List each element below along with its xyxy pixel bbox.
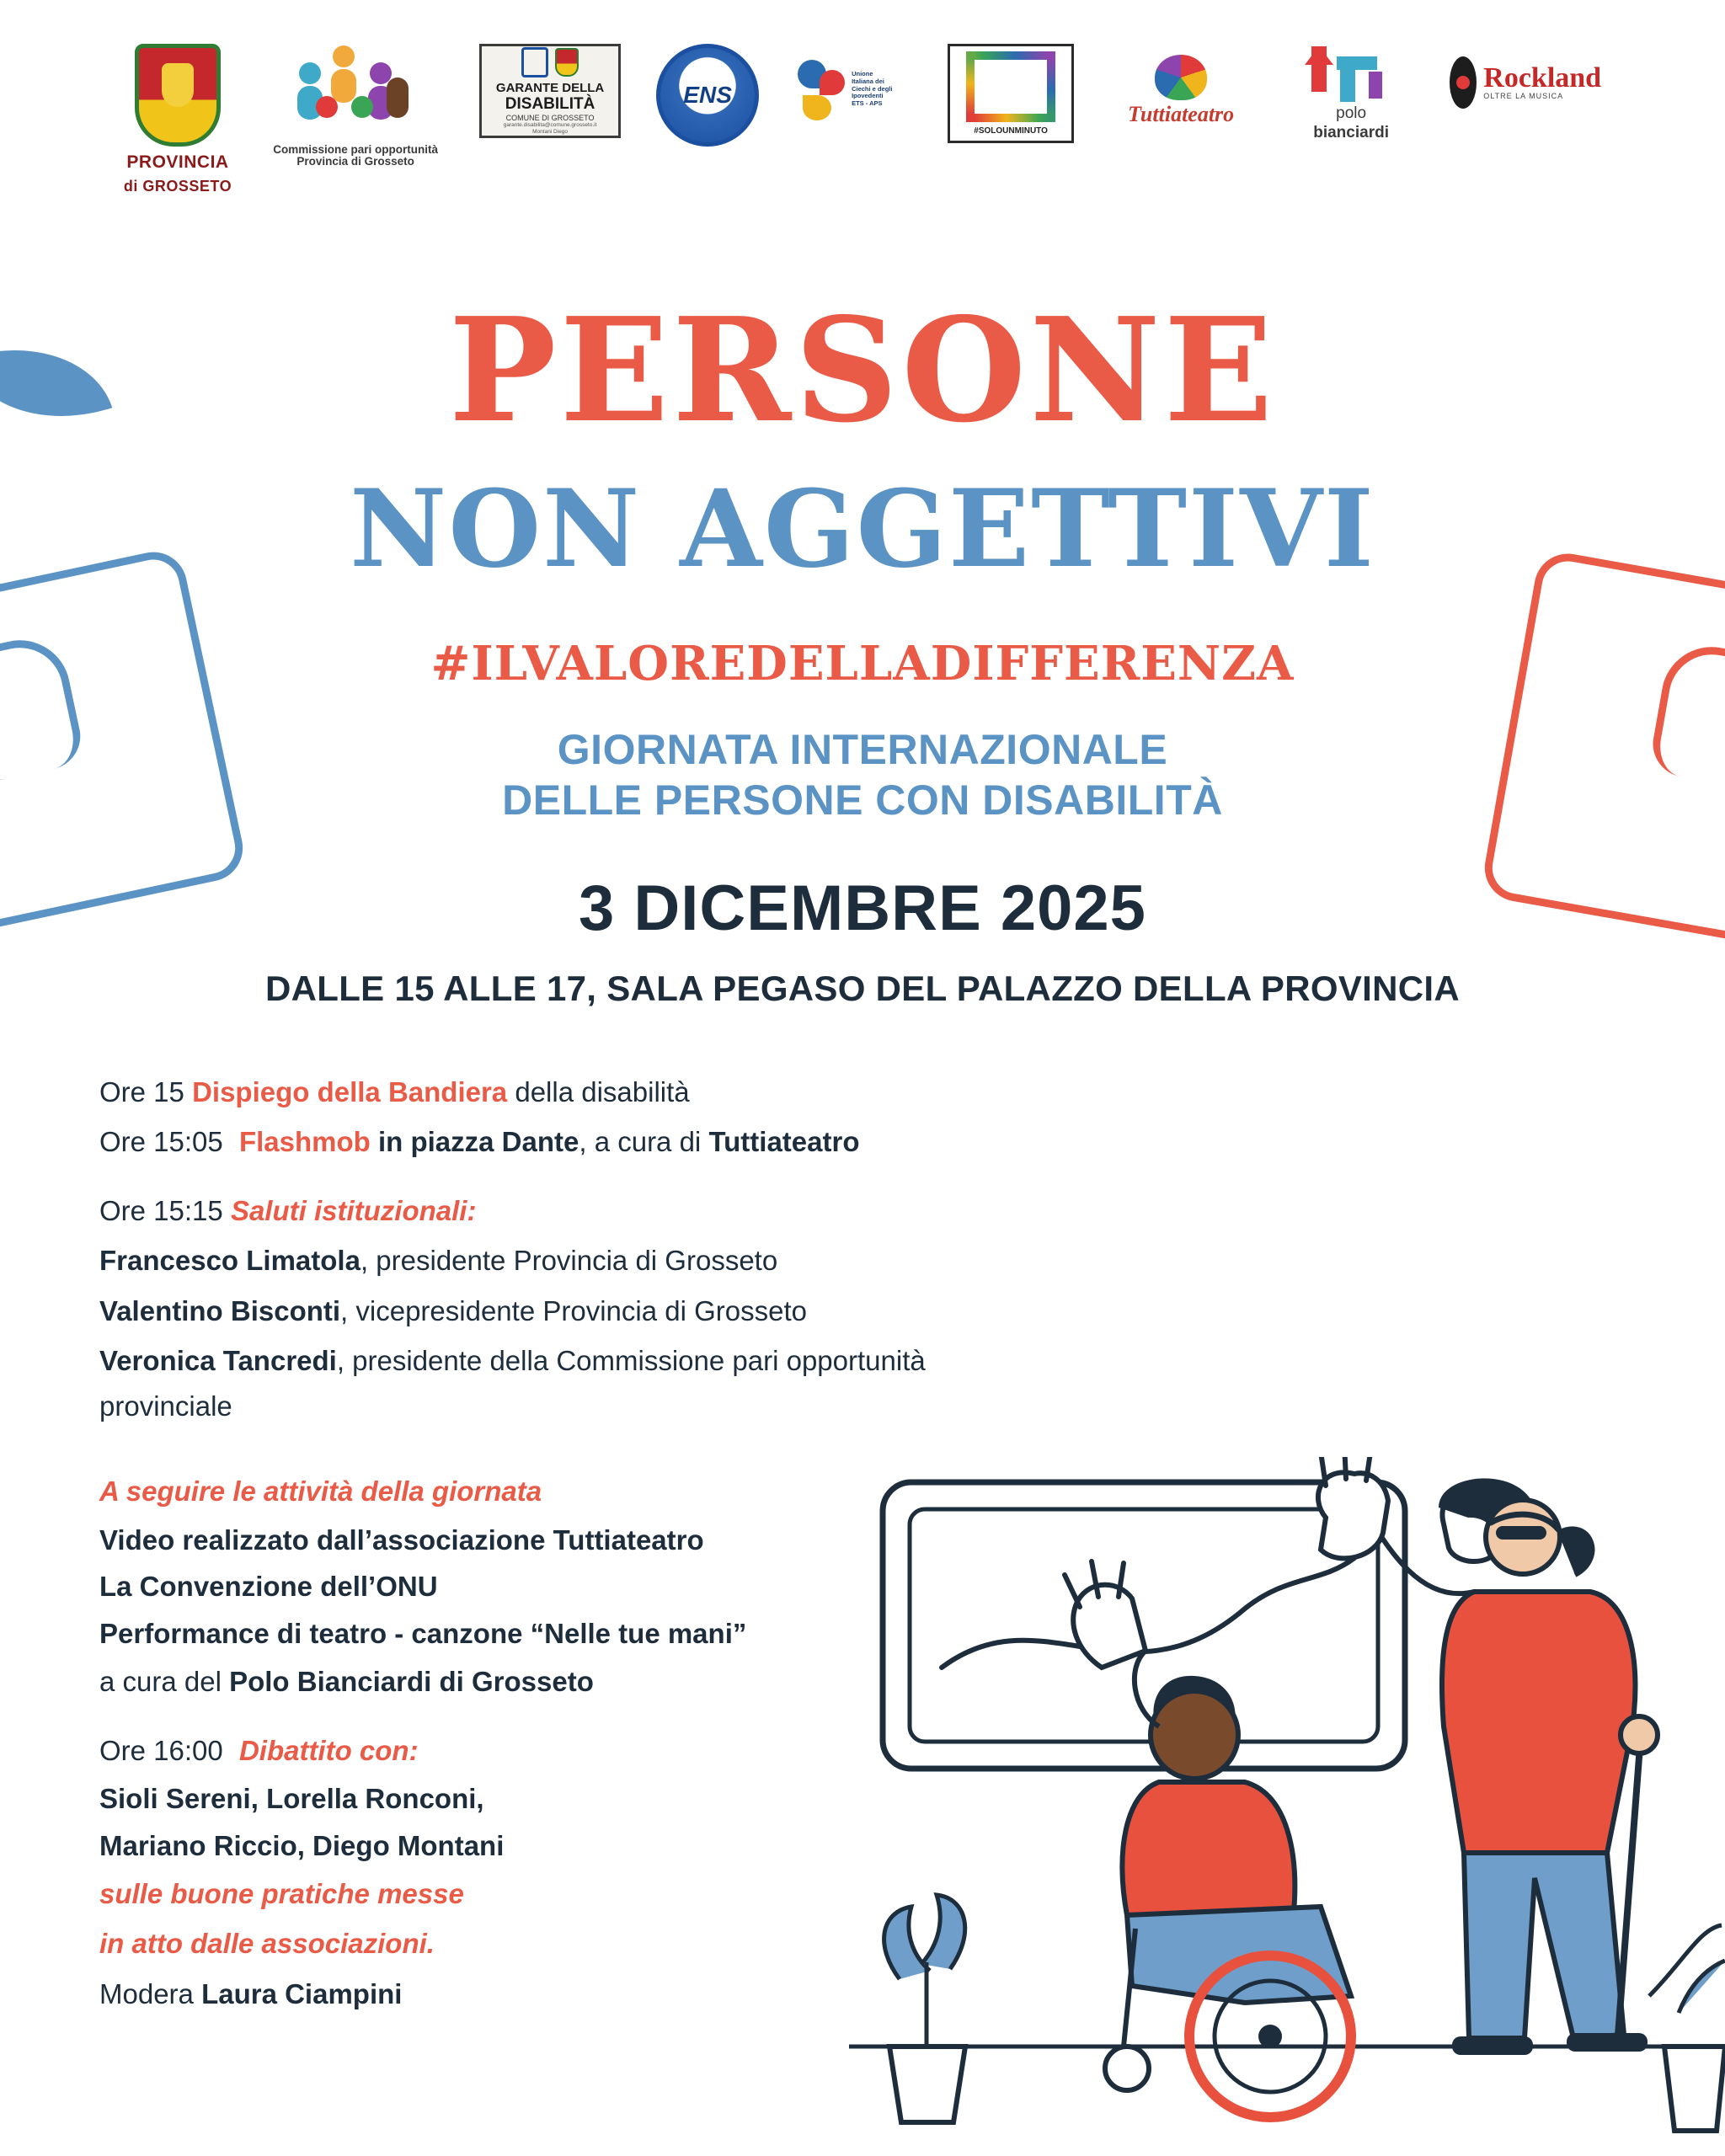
hashtag: #ILVALOREDELLADIFFERENZA [430,636,1295,691]
programme-item-3 [99,1188,959,1233]
programme-item-2-time: Ore 15:05 [99,1126,223,1158]
programme-item-4-highlight: Dibattito con: [238,1734,419,1766]
programme-item-1-highlight: Dispiego della Bandiera [192,1076,508,1107]
logo-garante-line4: garante.disabilita@comune.grosseto.it [503,122,597,129]
logo-uici-line3: Ciechi e degli [852,84,893,93]
logo-commissione-caption: Commissione pari opportunità Provincia di Grosseto [273,143,438,168]
speaker-3-name: Veronica Tancredi [99,1345,337,1377]
logo-solounminuto-caption: #SOLOUNMINUTO [974,126,1048,136]
panel-line-1: Sioli Sereni, Lorella Ronconi, [99,1783,484,1815]
activity-4 [99,1659,959,1704]
activity-1: Video realizzato dall’associazione Tuttiateatro [99,1524,704,1556]
logo-ens [656,44,759,147]
programme-item-3-time: Ore 15:15 [99,1194,223,1226]
programme-item-2 [99,1119,959,1164]
activity-4-pre: a cura del [99,1666,230,1698]
wheelchair-icon [521,47,548,77]
programme-item-2-highlight: Flashmob [238,1126,371,1158]
logo-garante-line5: Montani Diego [532,128,569,135]
moderator-pre: Modera [99,1977,202,2009]
page-title: PERSONE [448,286,1277,455]
speaker-1-role: , presidente Provincia di Grosseto [360,1245,778,1277]
logo-uici-caption [852,71,892,107]
logo-garante-line2: DISABILITÀ [505,95,595,114]
logo-garante-line1: GARANTE DELLA [495,80,605,95]
logo-garante-line3: COMUNE DI GROSSETO [505,113,595,122]
logo-tuttiateatro-text: Tuttiateatro [1128,102,1235,126]
comune-crest-icon [555,48,579,77]
speaker-2-role: , vicepresidente Provincia di Grosseto [340,1294,807,1326]
moderator [99,1972,959,2016]
logo-provincia-line1: PROVINCIA [126,152,229,172]
event-occasion-line1: GIORNATA INTERNAZIONALE [557,726,1168,773]
logo-uici-line2: Italiana dei [852,77,884,86]
logo-commissione-pari-opportunita [267,44,444,168]
coat-of-arms-icon [135,44,221,147]
programme-item-4-time: Ore 16:00 [99,1734,223,1766]
speaker-1 [99,1238,959,1283]
logo-provincia-di-grosseto [124,44,232,195]
logo-uici [794,44,912,135]
programme-item-3-highlight: Saluti istituzionali: [230,1194,477,1226]
arrows-icon [1305,46,1397,102]
page-subtitle: NON AGGETTIVI [350,467,1375,591]
logo-solounminuto [948,44,1074,143]
logo-rockland-sub: OLTRE LA MUSICA [1483,92,1564,101]
programme-item-2-mid: in piazza Dante [370,1126,579,1158]
activity-4-org: Polo Bianciardi di Grosseto [229,1666,594,1698]
logo-tuttiateatro [1109,44,1252,138]
speaker-3 [99,1338,959,1428]
programme-item-4 [99,1728,959,1773]
moderator-name: Laura Ciampini [201,1977,403,2009]
logo-uici-line1: Unione [852,70,873,78]
spacer [99,1170,959,1188]
logo-ens-text: ENS [683,82,732,109]
speaker-3-role: , presidente della Commissione pari opportunità provinciale [99,1345,926,1422]
activity-2: La Convenzione dell’ONU [99,1571,438,1603]
colored-frame-icon [966,51,1055,122]
illustration-people-with-whiteboard [849,1457,1725,2156]
logo-uici-line5: ETS - APS [852,99,883,107]
spacer [99,1710,959,1728]
panel-note-line-1: sulle buone pratiche messe [99,1878,464,1910]
speaker-1-name: Francesco Limatola [99,1245,360,1277]
uici-mark-icon [794,56,846,122]
logo-garante-della-disabilita [479,44,621,138]
programme-item-2-tail: , a cura di [579,1126,709,1158]
logo-uici-line4: Ipovedenti [852,92,884,100]
speaker-2-name: Valentino Bisconti [99,1294,341,1326]
programme-list [99,1070,959,2021]
event-occasion [0,724,1725,825]
vinyl-disc-icon [1450,56,1477,109]
event-date: 3 DICEMBRE 2025 [579,873,1146,944]
programme-item-1-time: Ore 15 [99,1076,184,1107]
speaker-2 [99,1289,959,1333]
panel-line-2: Mariano Riccio, Diego Montani [99,1829,505,1861]
programme-item-2-org: Tuttiateatro [708,1126,860,1158]
logo-strip [0,44,1725,204]
logo-rockland [1450,44,1601,121]
spacer [99,1433,959,1469]
section-activities-heading: A seguire le attività della giornata [99,1476,542,1508]
ens-emblem-icon [656,44,759,147]
logo-rockland-text: Rockland [1483,61,1602,93]
logo-provincia-line2: di GROSSETO [123,178,232,195]
programme-item-1 [99,1070,959,1114]
activity-3: Performance di teatro - canzone “Nelle tue mani” [99,1617,747,1649]
logo-polo-line2: bianciardi [1313,124,1389,141]
logo-polo-bianciardi [1288,44,1414,143]
logo-polo-line1: polo [1336,104,1367,122]
panel-note-line-2: in atto dalle associazioni. [99,1928,435,1960]
people-circle-icon [292,44,419,138]
programme-item-1-rest: della disabilità [507,1076,690,1107]
event-place: DALLE 15 ALLE 17, SALA PEGASO DEL PALAZZO DELLA PROVINCIA [264,969,1460,1008]
event-occasion-line2: DELLE PERSONE CON DISABILITÀ [502,776,1223,824]
balloon-icon [1155,55,1207,100]
